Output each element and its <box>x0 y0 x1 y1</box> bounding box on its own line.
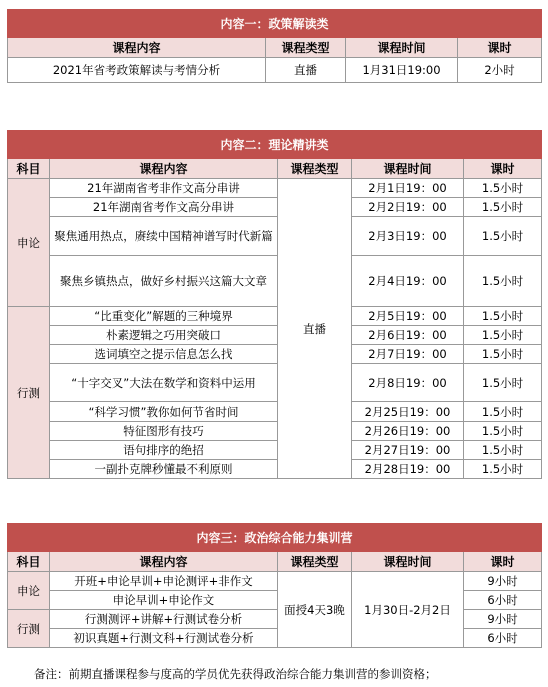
table-row <box>8 307 542 326</box>
course-content: 特征图形有技巧 <box>50 422 278 441</box>
course-hours: 1.5小时 <box>464 402 542 422</box>
table-row <box>8 58 542 83</box>
theory-table <box>7 130 542 479</box>
subject-xingce: 行测 <box>8 610 50 648</box>
section-2-title: 内容二：理论精讲类 <box>8 131 542 159</box>
header-type: 课程类型 <box>278 159 352 179</box>
course-time: 1月31日19:00 <box>346 58 458 83</box>
course-type: 直播 <box>278 179 352 479</box>
course-hours: 9小时 <box>464 572 542 591</box>
table-row <box>8 217 542 256</box>
course-hours: 1.5小时 <box>464 422 542 441</box>
course-time: 2月5日19：00 <box>352 307 464 326</box>
table-row <box>8 179 542 198</box>
course-time: 2月25日19：00 <box>352 402 464 422</box>
subject-xingce: 行测 <box>8 307 50 479</box>
course-content: 一副扑克牌秒懂最不利原则 <box>50 460 278 479</box>
table-row <box>8 345 542 364</box>
course-hours: 1.5小时 <box>464 326 542 345</box>
course-content: 2021年省考政策解读与考情分析 <box>8 58 266 83</box>
section-1-title: 内容一：政策解读类 <box>8 10 542 38</box>
course-content: 申论早训+申论作文 <box>50 591 278 610</box>
course-time: 2月26日19：00 <box>352 422 464 441</box>
table-row <box>8 441 542 460</box>
header-subject: 科目 <box>8 552 50 572</box>
course-hours: 9小时 <box>464 610 542 629</box>
table-row <box>8 572 542 591</box>
course-hours: 6小时 <box>464 591 542 610</box>
course-content: 开班+申论早训+申论测评+非作文 <box>50 572 278 591</box>
course-time: 2月7日19：00 <box>352 345 464 364</box>
course-time: 2月28日19：00 <box>352 460 464 479</box>
course-content: “比重变化”解题的三种境界 <box>50 307 278 326</box>
header-time: 课程时间 <box>346 38 458 58</box>
course-hours: 1.5小时 <box>464 179 542 198</box>
course-time: 2月2日19：00 <box>352 198 464 217</box>
course-hours: 1.5小时 <box>464 441 542 460</box>
course-content: 朴素逻辑之巧用突破口 <box>50 326 278 345</box>
course-time: 2月6日19：00 <box>352 326 464 345</box>
course-time: 2月27日19：00 <box>352 441 464 460</box>
course-content: 21年湖南省考非作文高分串讲 <box>50 179 278 198</box>
header-content: 课程内容 <box>50 552 278 572</box>
header-time: 课程时间 <box>352 159 464 179</box>
course-time: 1月30日-2月2日 <box>352 572 464 648</box>
table-row <box>8 198 542 217</box>
course-hours: 1.5小时 <box>464 256 542 307</box>
course-type: 直播 <box>266 58 346 83</box>
header-type: 课程类型 <box>266 38 346 58</box>
header-subject: 科目 <box>8 159 50 179</box>
course-content: “十字交叉”大法在数学和资料中运用 <box>50 364 278 402</box>
policy-table <box>7 9 542 83</box>
course-hours: 1.5小时 <box>464 217 542 256</box>
course-time: 2月1日19：00 <box>352 179 464 198</box>
course-content: 语句排序的绝招 <box>50 441 278 460</box>
header-type: 课程类型 <box>278 552 352 572</box>
table-row <box>8 326 542 345</box>
camp-table <box>7 523 542 648</box>
course-hours: 1.5小时 <box>464 345 542 364</box>
course-time: 2月8日19：00 <box>352 364 464 402</box>
table-row <box>8 364 542 402</box>
course-time: 2月4日19：00 <box>352 256 464 307</box>
header-content: 课程内容 <box>50 159 278 179</box>
course-hours: 1.5小时 <box>464 307 542 326</box>
course-content: 行测测评+讲解+行测试卷分析 <box>50 610 278 629</box>
course-content: 聚焦通用热点，赓续中国精神谱写时代新篇 <box>50 217 278 256</box>
subject-shenlun: 申论 <box>8 572 50 610</box>
table-row <box>8 256 542 307</box>
footnote: 备注：前期直播课程参与度高的学员优先获得政治综合能力集训营的参训资格； <box>34 667 437 681</box>
course-content: 初识真题+行测文科+行测试卷分析 <box>50 629 278 648</box>
header-hours: 课时 <box>464 552 542 572</box>
course-content: 21年湖南省考作文高分串讲 <box>50 198 278 217</box>
table-row <box>8 460 542 479</box>
table-row <box>8 402 542 422</box>
course-hours: 1.5小时 <box>464 198 542 217</box>
header-content: 课程内容 <box>8 38 266 58</box>
header-hours: 课时 <box>464 159 542 179</box>
course-time: 2月3日19：00 <box>352 217 464 256</box>
subject-shenlun: 申论 <box>8 179 50 307</box>
header-time: 课程时间 <box>352 552 464 572</box>
header-hours: 课时 <box>458 38 542 58</box>
course-content: 聚焦乡镇热点，做好乡村振兴这篇大文章 <box>50 256 278 307</box>
section-3-title: 内容三：政治综合能力集训营 <box>8 524 542 552</box>
course-type: 面授4天3晚 <box>278 572 352 648</box>
course-hours: 6小时 <box>464 629 542 648</box>
course-hours: 2小时 <box>458 58 542 83</box>
course-hours: 1.5小时 <box>464 460 542 479</box>
course-content: 选词填空之提示信息怎么找 <box>50 345 278 364</box>
course-content: “科学习惯”教你如何节省时间 <box>50 402 278 422</box>
table-row <box>8 422 542 441</box>
course-hours: 1.5小时 <box>464 364 542 402</box>
